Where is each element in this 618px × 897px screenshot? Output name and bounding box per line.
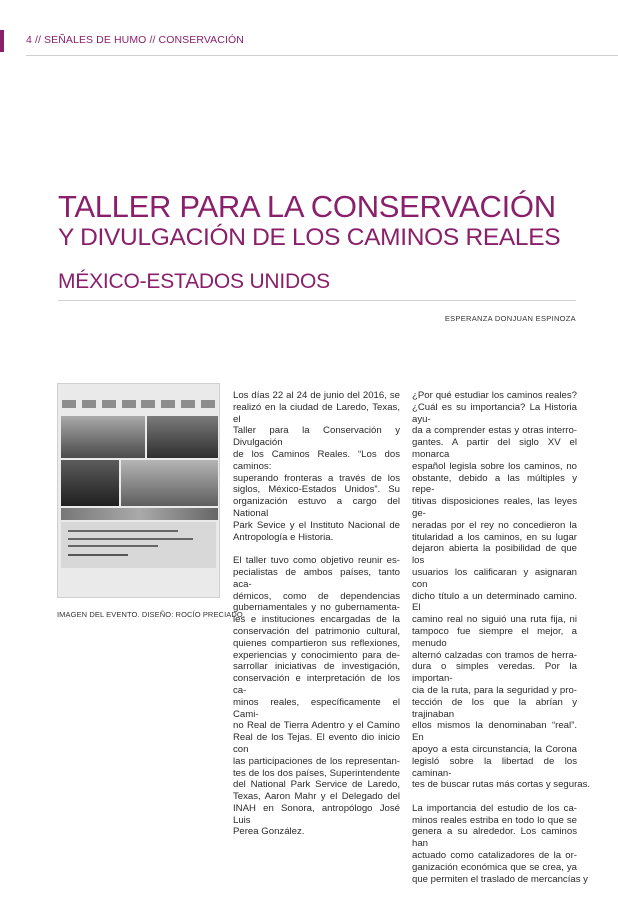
paragraph: [233, 555, 400, 838]
text-line: realizó en la ciudad de Laredo, Texas, el: [233, 401, 400, 425]
text-line: dejaron abierta la posibilidad de que los: [412, 543, 577, 567]
text-line: alternó calzadas con tramos de herra-: [412, 649, 577, 661]
text-line: ¿Cuál es su importancia? La Historia ayu-: [412, 401, 577, 425]
text-line: experiencias y conocimiento para de-: [233, 649, 400, 661]
text-line: organización estuvo a cargo del National: [233, 496, 400, 519]
paragraph: [412, 802, 588, 886]
text-line: tección de los que la abrían y trajinaban: [412, 696, 577, 720]
body-column-2: [412, 390, 591, 897]
body-column-1: [233, 390, 400, 850]
text-line: démicos, como de dependencias: [233, 590, 400, 602]
text-line: titivas disposiciones reales, las leyes ge-: [412, 496, 577, 519]
text-line: da a comprender estas y otras interro-: [412, 425, 577, 437]
page-accent-bar: [0, 30, 4, 52]
text-line: pecialistas de ambos países, tanto aca-: [233, 566, 400, 590]
text-line: gubernamentales y no gubernamenta-: [233, 602, 400, 614]
poster-photo: [121, 460, 218, 506]
poster-photo: [61, 508, 218, 520]
text-line: Antropología e Historia.: [233, 531, 334, 543]
paragraph: [412, 390, 591, 791]
text-line: sarrollar iniciativas de investigación,: [233, 661, 400, 673]
article-author: ESPERANZA DONJUAN ESPINOZA: [444, 314, 576, 323]
text-line: tes de buscar rutas más cortas y seguras.: [412, 779, 591, 791]
article-subtitle: MÉXICO-ESTADOS UNIDOS: [58, 270, 330, 293]
text-line: tes de los dos países, Superintendente: [233, 767, 400, 779]
text-line: Los días 22 al 24 de junio del 2016, se: [233, 390, 400, 401]
text-line: legisló sobre la libertad de los caminan-: [412, 755, 577, 779]
article-title: [58, 190, 598, 252]
running-header: 4 // SEÑALES DE HUMO // CONSERVACIÓN: [26, 34, 244, 46]
text-line: dicho título a un determinado camino. El: [412, 590, 577, 614]
title-line-2: Y DIVULGACIÓN DE LOS CAMINOS REALES: [58, 224, 561, 251]
text-line: minos reales estriba en todo lo que se: [412, 814, 577, 826]
text-line: neradas por el rey no concedieron la: [412, 519, 577, 531]
text-line: ellos mismos la denominaban “real”. En: [412, 720, 577, 744]
text-line: genera a su alrededor. Los caminos han: [412, 826, 577, 850]
poster-logos: [62, 400, 215, 408]
text-line: El taller tuvo como objetivo reunir es-: [233, 555, 400, 567]
poster-photo: [61, 416, 145, 458]
title-divider: [58, 300, 576, 301]
poster-photo: [147, 416, 218, 458]
image-caption: IMAGEN DEL EVENTO. DISEÑO: ROCÍO PRECIADO.: [57, 610, 245, 619]
title-line-1: TALLER PARA LA CONSERVACIÓN: [58, 189, 556, 224]
text-line: que permiten el traslado de mercancías y: [412, 873, 588, 885]
text-line: gantes. A partir del siglo XV el monarca: [412, 437, 577, 460]
event-poster-image: [57, 383, 220, 598]
text-line: ¿Por qué estudiar los caminos reales?: [412, 390, 577, 401]
text-line: apoyo a esta circunstancia, la Corona: [412, 743, 577, 755]
text-line: Perea González.: [233, 826, 305, 838]
text-line: obstante, debido a las múltiples y repe-: [412, 472, 577, 496]
text-line: superando fronteras a través de los: [233, 472, 400, 484]
text-line: conservación del patrimonio cultural,: [233, 625, 400, 637]
text-line: Park Sevice y el Instituto Nacional de: [233, 519, 400, 531]
text-line: quienes compartieron sus reflexiones,: [233, 637, 400, 649]
text-line: La importancia del estudio de los ca-: [412, 802, 577, 814]
text-line: actuado como catalizadores de la or-: [412, 850, 577, 862]
paragraph: [233, 390, 400, 543]
text-line: titularidad a los caminos, en su lugar: [412, 531, 577, 543]
poster-photo: [61, 460, 119, 506]
text-line: español legisla sobre los caminos, no: [412, 460, 577, 472]
text-line: cia de la ruta, para la seguridad y pro-: [412, 684, 577, 696]
text-line: minos reales, específicamente el Cami-: [233, 696, 400, 720]
text-line: dura o simples veredas. Por la importan-: [412, 661, 577, 685]
text-line: del National Park Service de Laredo,: [233, 779, 400, 791]
text-line: Taller para la Conservación y Divulgación: [233, 425, 400, 449]
text-line: Texas, Aaron Mahr y el Delegado del: [233, 791, 400, 803]
text-line: de los Caminos Reales. “Los dos caminos:: [233, 448, 400, 472]
text-line: Real de los Tejas. El evento dio inicio con: [233, 732, 400, 755]
text-line: las participaciones de los representan-: [233, 755, 400, 767]
text-line: INAH en Sonora, antropólogo José Luis: [233, 802, 400, 826]
text-line: conservación e interpretación de los ca-: [233, 673, 400, 696]
text-line: tampoco fue siempre el mejor, a menudo: [412, 625, 577, 649]
text-line: les e instituciones encargadas de la: [233, 614, 400, 626]
header-divider: [26, 55, 618, 56]
text-line: camino real no siguió una ruta fija, ni: [412, 614, 577, 626]
text-line: ganización económica que se crea, ya: [412, 861, 577, 873]
text-line: no Real de Tierra Adentro y el Camino: [233, 720, 400, 732]
text-line: usuarios los calificaran y asignaran con: [412, 566, 577, 590]
text-line: siglos, México-Estados Unidos”. Su: [233, 484, 400, 496]
